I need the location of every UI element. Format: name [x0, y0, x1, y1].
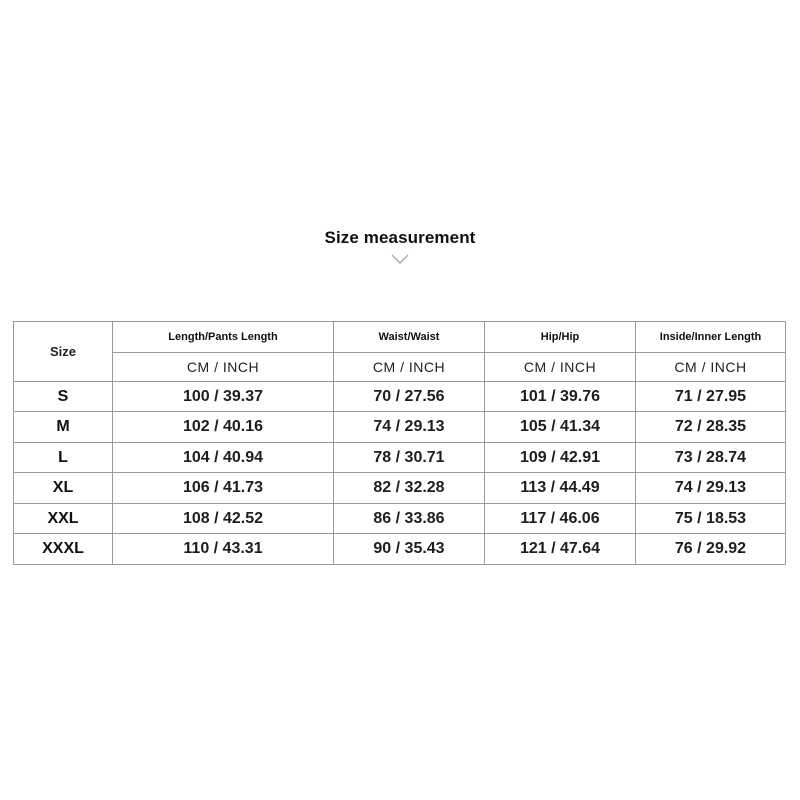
waist-column-header: Waist/Waist — [334, 322, 485, 353]
size-label: XXXL — [14, 534, 113, 565]
table-cell: 105 / 41.34 — [485, 412, 636, 443]
table-cell: 117 / 46.06 — [485, 503, 636, 534]
table-row — [14, 534, 786, 565]
hip-column-header: Hip/Hip — [485, 322, 636, 353]
table-cell: 106 / 41.73 — [113, 473, 334, 504]
size-label: L — [14, 442, 113, 473]
table-cell: 102 / 40.16 — [113, 412, 334, 443]
size-label: S — [14, 381, 113, 412]
table-cell: 121 / 47.64 — [485, 534, 636, 565]
table-row — [14, 473, 786, 504]
table-cell: 113 / 44.49 — [485, 473, 636, 504]
table-cell: 72 / 28.35 — [636, 412, 786, 443]
size-chart-table — [13, 321, 786, 565]
unit-label: CM / INCH — [485, 352, 636, 381]
unit-label: CM / INCH — [334, 352, 485, 381]
table-cell: 76 / 29.92 — [636, 534, 786, 565]
length-column-header: Length/Pants Length — [113, 322, 334, 353]
unit-label: CM / INCH — [636, 352, 786, 381]
table-cell: 109 / 42.91 — [485, 442, 636, 473]
size-measurement-heading — [0, 228, 800, 264]
table-cell: 71 / 27.95 — [636, 381, 786, 412]
table-row — [14, 503, 786, 534]
table-cell: 75 / 18.53 — [636, 503, 786, 534]
page-title: Size measurement — [324, 228, 476, 247]
table-cell: 73 / 28.74 — [636, 442, 786, 473]
unit-label: CM / INCH — [113, 352, 334, 381]
table-header-row — [14, 322, 786, 353]
table-cell: 82 / 32.28 — [334, 473, 485, 504]
table-cell: 104 / 40.94 — [113, 442, 334, 473]
table-cell: 110 / 43.31 — [113, 534, 334, 565]
table-cell: 90 / 35.43 — [334, 534, 485, 565]
table-cell: 101 / 39.76 — [485, 381, 636, 412]
table-row — [14, 412, 786, 443]
size-label: XL — [14, 473, 113, 504]
table-cell: 78 / 30.71 — [334, 442, 485, 473]
size-label: M — [14, 412, 113, 443]
size-label: XXL — [14, 503, 113, 534]
table-cell: 100 / 39.37 — [113, 381, 334, 412]
table-cell: 70 / 27.56 — [334, 381, 485, 412]
table-cell: 74 / 29.13 — [334, 412, 485, 443]
inner-length-column-header: Inside/Inner Length — [636, 322, 786, 353]
unit-row — [14, 352, 786, 381]
table-cell: 86 / 33.86 — [334, 503, 485, 534]
size-column-header: Size — [14, 322, 113, 382]
table-cell: 74 / 29.13 — [636, 473, 786, 504]
chevron-down-icon — [391, 254, 409, 264]
table-cell: 108 / 42.52 — [113, 503, 334, 534]
table-row — [14, 442, 786, 473]
table-row — [14, 381, 786, 412]
